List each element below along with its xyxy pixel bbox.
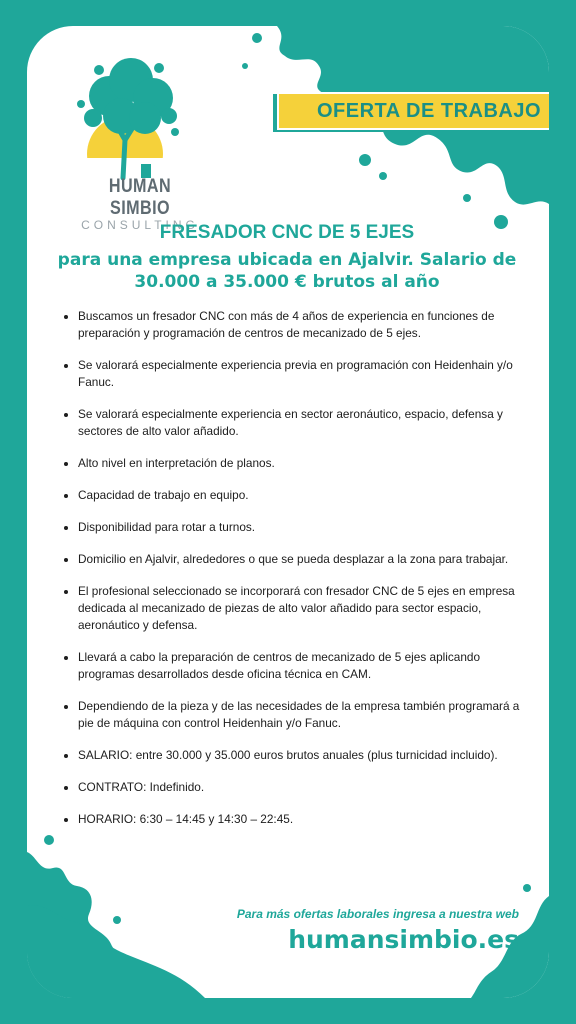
offer-subtitle-line2: 30.000 a 35.000 € brutos al año <box>134 272 440 292</box>
website-link[interactable]: humansimbio.es <box>288 925 519 954</box>
logo-name: HUMAN SIMBIO <box>108 176 172 219</box>
footer <box>237 907 519 954</box>
offer-subtitle-line1: para una empresa ubicada en Ajalvir. Salario de <box>57 250 517 270</box>
list-item: Alto nivel en interpretación de planos. <box>63 455 525 472</box>
list-item: Dependiendo de la pieza y de las necesidades de la empresa también programará a pie de máquina con control Heidenhain y/o Fanuc. <box>63 698 525 732</box>
list-item: El profesional seleccionado se incorporará con fresador CNC de 5 ejes en empresa dedicada al mecanizado de piezas de alto valor añadido para sector espacio, aeronáutico y defensa. <box>63 583 525 634</box>
list-item: Se valorará especialmente experiencia previa en programación con Heidenhain y/o Fanuc. <box>63 357 525 391</box>
list-item: Capacidad de trabajo en equipo. <box>63 487 525 504</box>
offer-title: FRESADOR CNC DE 5 EJES <box>159 222 415 243</box>
list-item: CONTRATO: Indefinido. <box>63 779 525 796</box>
list-item: Se valorará especialmente experiencia en sector aeronáutico, espacio, defensa y sectores de alto valor añadido. <box>63 406 525 440</box>
job-offer-card <box>27 26 549 998</box>
offer-header <box>47 222 527 293</box>
banner-label: OFERTA DE TRABAJO <box>316 99 542 122</box>
list-item: Disponibilidad para rotar a turnos. <box>63 519 525 536</box>
list-item: HORARIO: 6:30 – 14:45 y 14:30 – 22:45. <box>63 811 525 828</box>
list-item: Domicilio en Ajalvir, alrededores o que se pueda desplazar a la zona para trabajar. <box>63 551 525 568</box>
list-item: Buscamos un fresador CNC con más de 4 años de experiencia en funciones de preparación y programación de centros de mecanizado de 5 ejes. <box>63 308 525 342</box>
requirements-list <box>63 308 525 843</box>
footer-cta: Para más ofertas laborales ingresa a nuestra web <box>236 907 519 921</box>
logo-subtitle: CONSULTING <box>81 218 199 232</box>
list-item: SALARIO: entre 30.000 y 35.000 euros brutos anuales (plus turnicidad incluido). <box>63 747 525 764</box>
job-offer-banner <box>277 92 549 130</box>
list-item: Llevará a cabo la preparación de centros de mecanizado de 5 ejes aplicando programas desarrollados desde oficina técnica en CAM. <box>63 649 525 683</box>
